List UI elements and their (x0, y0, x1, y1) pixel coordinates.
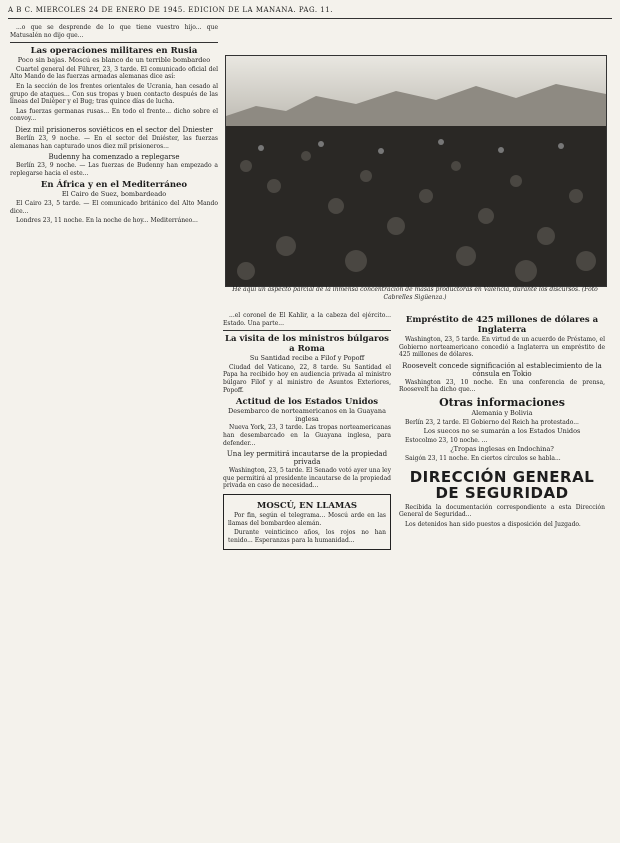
article-paragraph: En la sección de los frentes orientales de Ucrania, han cesado al grupo de ataques... Con sus tropas y buen contacto después de las líneas del Dniéper y el Bug; tras quince días de lucha. (10, 82, 218, 106)
headline-otras: Otras informaciones (439, 395, 565, 409)
article-paragraph: Nueva York, 23, 3 tarde. Las tropas norteamericanas han desembarcado en la Guayana inglesa, para defender... (223, 424, 391, 447)
article-paragraph: Washington 23, 10 noche. En una conferencia de prensa, Roosevelt ha dicho que... (399, 378, 605, 394)
article-paragraph: Durante veinticinco años, los rojos no han tenido... Esperanzas para la humanidad... (228, 529, 386, 544)
headline-africa: En África y en el Mediterráneo (40, 180, 188, 191)
column-middle (223, 312, 391, 550)
subhead-actitud: Desembarco de norteamericanos en la Guayana inglesa (228, 407, 386, 423)
article-paragraph: El Cairo 23, 5 tarde. — El comunicado británico del Alto Mando dice... (10, 199, 218, 215)
article-paragraph: Washington, 23, 5 tarde. En virtud de un acuerdo de Préstamo, el Gobierno norteamericano concedió a Inglaterra un empréstito de 425 millones de dólares. (399, 336, 606, 359)
headline-seguridad: DIRECCIÓN GENERAL DE SEGURIDAD (409, 467, 595, 502)
subhead-visita: Su Santidad recibe a Filof y Popoff (249, 354, 365, 363)
article-paragraph: Saigón 23, 11 noche. En ciertos círculos se habla... (405, 454, 561, 462)
subhead-indochina: ¿Tropas inglesas en Indochina? (450, 445, 554, 454)
crowd-photo-image (226, 56, 606, 286)
article-paragraph: Los detenidos han sido puestos a disposición del Juzgado. (405, 520, 581, 528)
headline-dniester: Diez mil prisioneros soviéticos en el sector del Dniester (15, 125, 213, 134)
article-paragraph: Washington, 23, 5 tarde. El Senado votó ayer una ley que permitirá al presidente incautarse de la propiedad privada en caso de necesidad... (223, 467, 391, 490)
article-paragraph: Las fuerzas germanas rusas... En todo el frente... dicho sobre el convoy... (10, 107, 218, 123)
crowd-photo (225, 55, 607, 287)
article-paragraph: Cuartel general del Führer, 23, 3 tarde. El comunicado oficial del Alto Mando de las fuerzas armadas alemanas dice así: (10, 65, 218, 81)
headline-operaciones: Las operaciones militares en Rusia (30, 46, 198, 57)
article-paragraph: Por fin, según el telegrama... Moscú arde en las llamas del bombardeo alemán. (228, 511, 386, 527)
column-right (399, 312, 605, 530)
subhead-operaciones: Poco sin bajas. Moscú es blanco de un terrible bombardeo (17, 56, 211, 65)
moscu-box (223, 494, 391, 550)
divider (10, 42, 218, 43)
subhead-africa: El Cairo de Suez, bombardeado (61, 190, 167, 199)
headline-visita: La visita de los ministros búlgaros a Roma (225, 334, 389, 355)
column-left (10, 24, 218, 227)
article-paragraph: Londres 23, 11 noche. En la noche de hoy... Mediterráneo... (16, 217, 198, 225)
headline-emprestito: Empréstito de 425 millones de dólares a Inglaterra (405, 315, 599, 335)
headline-budenny: Budenny ha comenzado a replegarse (48, 153, 180, 162)
article-paragraph: Berlín 23, 9 noche. — Las fuerzas de Budenny han empezado a replegarse hacia el este... (10, 162, 218, 177)
article-paragraph: ...el coronel de El Kahlir, a la cabeza del ejército... Estado. Una parte... (223, 312, 391, 327)
article-paragraph: ...o que se desprende de lo que tiene vuestro hijo... que Matusalén no dijo que... (10, 24, 218, 39)
headline-ley: Una ley permitirá incautarse de la propiedad privada (226, 450, 388, 467)
subhead-suecos: Los suecos no se sumarán a los Estados Unidos (423, 427, 581, 436)
photo-caption: He aquí un aspecto parcial de la inmensa concentración de masas productoras en Valencia, durante los discursos. (Foto Cabrelles Sigüenza.) (232, 286, 598, 301)
headline-actitud: Actitud de los Estados Unidos (235, 397, 379, 408)
article-paragraph: Berlín 23, 2 tarde. El Gobierno del Reich ha protestado... (405, 418, 579, 426)
headline-moscu: MOSCÚ, EN LLAMAS (256, 500, 358, 511)
divider (223, 330, 391, 331)
article-paragraph: Recibida la documentación correspondiente a esta Dirección General de Seguridad... (399, 503, 605, 519)
article-paragraph: Ciudad del Vaticano, 22, 8 tarde. Su Santidad el Papa ha recibido hoy en audiencia privada al ministro búlgaro Filof y al ministro de Asuntos Exteriores, Popoff. (223, 363, 391, 394)
article-paragraph: Berlín 23, 9 noche. — En el sector del Dniéster, las fuerzas alemanas han capturado unos diez mil prisioneros... (10, 134, 218, 150)
headline-roosevelt: Roosevelt concede significación al establecimiento de la cónsula en Tokio (402, 361, 602, 378)
article-paragraph: Estocolmo 23, 10 noche. ... (405, 436, 488, 444)
subhead-bolivia: Alemania y Bolivia (471, 408, 533, 417)
page-header: A B C. MIERCOLES 24 DE ENERO DE 1945. EDICION DE LA MAÑANA. PAG. 11. (8, 6, 612, 19)
